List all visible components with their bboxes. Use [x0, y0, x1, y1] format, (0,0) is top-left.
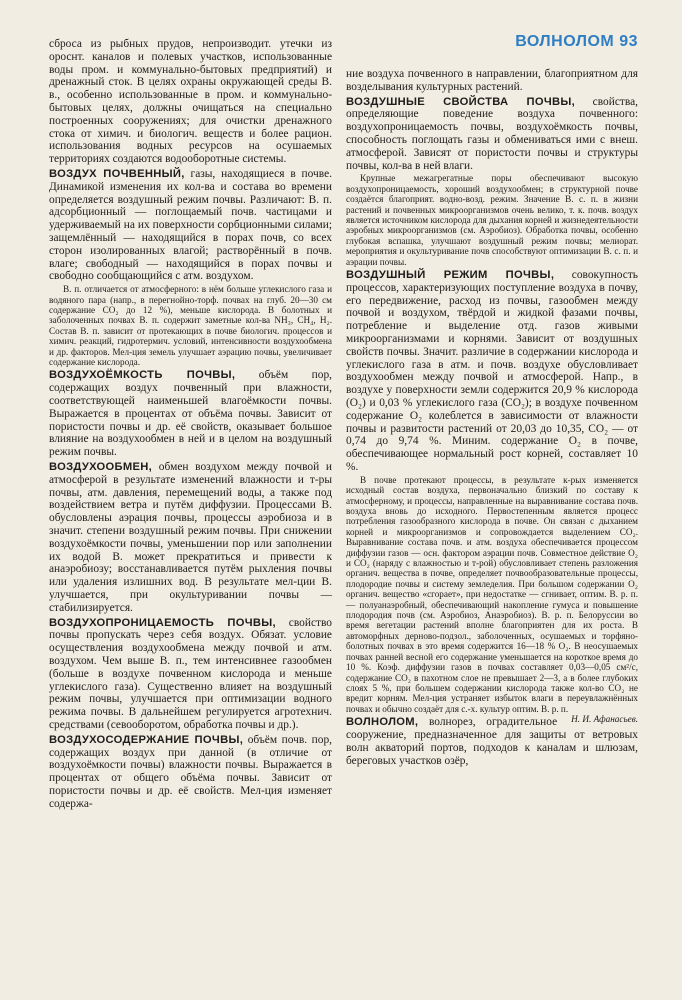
entry-text: объём пор, содержащих воздух почвенный при влажности, соответствующей наименьшей влагоёмкости почвы. Выражается в процентах от объёма почвы. Зависит от пористости почвы и др. её свойств, оказывает большое влияние на воздухообмен в ней и в целом на воздушный режим почвы.	[49, 369, 332, 459]
entry-note: В. п. отличается от атмосферного: в нём больше углекислого газа и водяного пара (напр., в перегнойно-торф. почвах на глуб. 20—30 см содержание CO₂ до 12 %), меньше кислорода. В болотных и заболоченных почвах В. п. содержит заметные кол-ва NH₃, CH₄, H₂. Состав В. п. зависит от протекающих в почве биологич. процессов и химич. реакций, гидротермич. условий, интенсивности воздухообмена и др. факторов. Мел-ция земель улучшает аэрацию почвы, увеличивает содержание кислорода.	[49, 284, 332, 367]
author-signature: Н. И. Афанасьев.	[571, 714, 638, 725]
entry-text: объём почв. пор, содержащих воздух при данной (в отличие от воздухоёмкости почвы) влажности почвы. Выражается в процентах от общего объёма почвы. Зависит от пористости почвы и др. её свойств. Мел-ция изменяет содержа-	[49, 733, 332, 810]
entry-vozdukhoobmen	[49, 461, 332, 615]
article-continuation: ние воздуха почвенного в направлении, благоприятном для возделывания культурных растений.	[346, 68, 638, 93]
entry-vozdukhopronitsaemost	[49, 617, 332, 732]
entry-term: ВОЗДУХООБМЕН,	[49, 460, 153, 473]
entry-text: обмен воздухом между почвой и атмосферой в результате изменений влажности и т-ры почвы, атм. давления, перемещений воды, а также под воздействием ветра и путём диффузии. Процессами В. обусловлены аэрация почвы, процессы аэробиоза и в значит. степени воздушный режим почвы. При снижении воздухоёмкости почвы, уменьшении пор или заполнении их водой В. может прекратиться и привести к анаэробиозу; восстанавливается путём рыхления почвы или удаления излишних вод. В результате мел-ции В. улучшается, при окультуривании почвы — стабилизируется.	[49, 460, 332, 614]
entry-vozdushnye-svoistva	[346, 96, 638, 173]
entry-term: ВОЗДУШНЫЙ РЕЖИМ ПОЧВЫ,	[346, 269, 555, 282]
right-column	[346, 68, 638, 767]
entry-note-text: В почве протекают процессы, в результате к-рых изменяется исходный состав воздуха, первоначально близкий по составу к атмосферному, и процессы, направленные на выравнивание состава почв. воздуха вновь до исходного. Первостепенным является процесс потребления газообразного кислорода в почве. Он связан с дыханием корней и микроорганизмов и сопровождается выделением CO₂. Выравнивание состава почв. и атм. воздуха обеспечивается процессом диффузии газов — осн. фактором аэрации почв. Совместное действие O₂ и CO₂ (наряду с влажностью и т-рой) обусловливает степень разложения органич. вещества в почве, определяет почвообразовательные процессы, плодородие почвы и систему земледелия. При большом содержании O₂ органич. вещество «сгорает», при недостатке — сгнивает, оптим. В. р. п. — полуанаэробный, обеспечивающий накопление гумуса и повышение плодородия почв (см. Аэробиоз, Анаэробиоз). В. р. п. Белоруссии во время вегетации растений вполне благоприятен для их роста. В автоморфных дерново-подзол., заболоченных, осушаемых и торфяно-болотных почвах в это время содержится 16—18 % O₂. В неосушаемых почвах ранней весной его содержание уменьшается на короткое время до 10 %. Коэф. диффузии газов в почвах составляет 0,03—0,05 см²/с, содержание CO₂ в пахотном слое не превышает 2—3, а в более глубоких слоях 5 %, при большем содержании кислорода также кол-во CO₂ не вредит корням. Мел-ция устраняет избыток влаги в переувлажнённых почвах и обычно создаёт для с.-х. культур оптим. В. р. п.	[346, 474, 638, 714]
page-header: ВОЛНОЛОМ 93	[515, 33, 638, 50]
entry-term: ВОЗДУХОЁМКОСТЬ ПОЧВЫ,	[49, 369, 236, 382]
entry-vozdukhoemkost	[49, 369, 332, 459]
entry-term: ВОЗДУХОСОДЕРЖАНИЕ ПОЧВЫ,	[49, 733, 244, 746]
entry-text: совокупность процессов, характеризующих поступление воздуха в почву, его передвижение, расход из почвы, газообмен между почвой и воздухом, твёрдой и жидкой фазами почвы, потребление и выделение отд. газов живыми микроорганизмами и корнями. Зависит от воздушных свойств почвы. Значит. различие в содержании кислорода и углекислого газа в атм. и почв. воздухе обусловливает воздухообмен между почвой и атмосферой. Напр., в воздухе у поверхности земли содержится 20,9 % кислорода (O₂) и 0,03 % углекислого газа (CO₂); в воздухе почвенном содержание O₂ колеблется в зависимости от влажности почвы и развитости растений от 20,03 до 10,35, CO₂ — от 0,74 до 9,74 %. Миним. содержание O₂ в почве, обеспечивающее нормальный рост корней, составляет 10 %.	[346, 269, 638, 473]
entry-vozdushnyi-rezhim	[346, 269, 638, 474]
article-continuation: сброса из рыбных прудов, непроизводит. утечки из ороснт. каналов и полевых участков, использованные воды пром. и коммунально-бытовых предприятий) и дренажный сток. В целях охраны окружающей среды В. в., особенно использованные в пром. и коммунально-бытовых целях, должны очищаться на специально построенных сооружениях; для очистки дренажного стока от химич. и биологич. веществ и более рацион. использования водных ресурсов на осушаемых территориях создаются водооборотные системы.	[49, 38, 332, 166]
entry-term: ВОЛНОЛОМ,	[346, 716, 419, 729]
entry-text: свойство почвы пропускать через себя воздух. Обязат. условие осуществления воздухообмена между почвой и атм. воздухом. Чем выше В. п., тем интенсивнее газообмен (больше в воздухе почвенном кислорода и меньше углекислого газа). Существенно влияет на воздушный режим почвы, улучшается при оптимизации водного режима почвы. В дальнейшем регулируется агротехнич. средствами (севооборотом, обработка почвы и др.).	[49, 616, 332, 731]
entry-vozdukh-pochvennyi	[49, 168, 332, 283]
entry-text: волнорез, оградительное сооружение, предназначенное для защиты от ветровых волн акваторий портов, подходов к каналам и шлюзам, береговых участков озёр,	[346, 716, 638, 767]
entry-text: газы, находящиеся в почве. Динамикой изменения их кол-ва и состава во времени определяется воздушный режим почвы. Различают: В. п. адсорбционный — поглощаемый почв. частицами и удерживаемый на их поверхности сорбционными силами; защемлённый — находящийся в порах почв, со всех сторон изолированных влагой; растворённый в почв. влаге; свободный — находящийся в порах почвы и свободно сообщающийся с атм. воздухом.	[49, 167, 332, 283]
entry-term: ВОЗДУХОПРОНИЦАЕМОСТЬ ПОЧВЫ,	[49, 616, 276, 629]
entry-note: Крупные межагрегатные поры обеспечивают высокую воздухопроницаемость, хороший воздухообмен; в структурной почве создаётся благоприят. водно-возд. режим. Значение В. с. п. в жизни растений и почвенных микроорганизмов очень велико, т. к. почв. воздух является источником кислорода для дыхания корней и жизнедеятельности аэробных микроорганизмов (см. Аэробиоз). Обработка почвы, особенно глубокая вспашка, улучшают воздушный режим почвы; мелиорат. мероприятия и окультуривание почв способствуют оптимизации В. с. п. и аэрации почвы.	[346, 173, 638, 267]
entry-text: свойства, определяющие поведение воздуха почвенного: воздухопроницаемость почвы, воздухоёмкость почвы, способность поглощать газы и обмениваться ими с внеш. атмосферой. Зависят от пористости почвы и структуры почвы, кол-ва в ней влаги.	[346, 95, 638, 172]
left-column	[49, 38, 332, 810]
entry-term: ВОЗДУХ ПОЧВЕННЫЙ,	[49, 167, 185, 180]
entry-term: ВОЗДУШНЫЕ СВОЙСТВА ПОЧВЫ,	[346, 95, 576, 108]
entry-vozdukhosoderzhanie	[49, 734, 332, 811]
